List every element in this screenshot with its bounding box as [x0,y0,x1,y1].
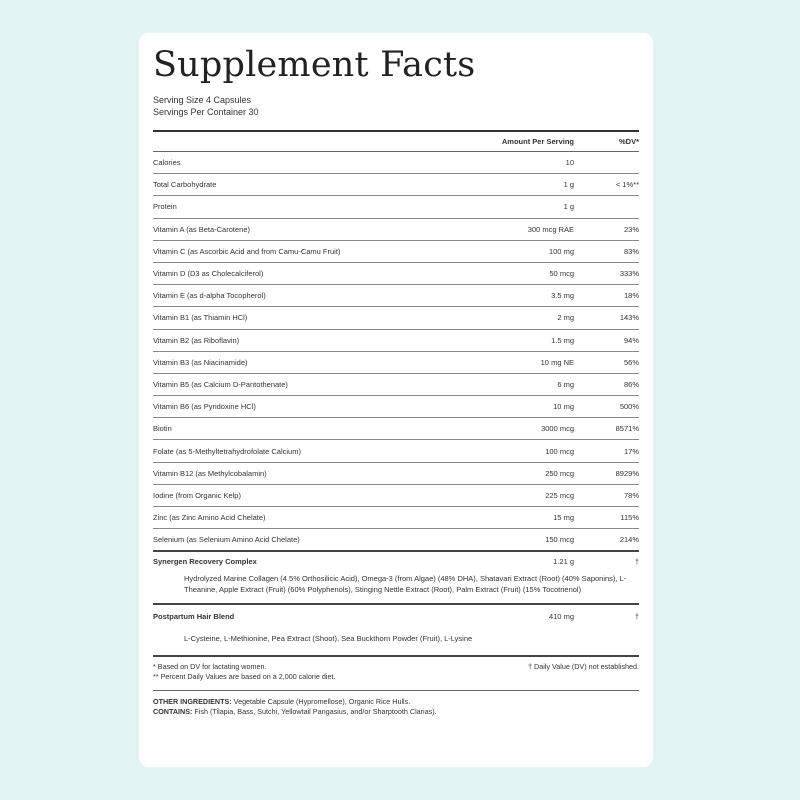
blend-synergen [153,552,639,605]
blend-dv: † [634,611,639,621]
nutrient-amount: 10 mg NE [540,357,574,367]
nutrient-row [153,174,639,196]
nutrient-row [153,352,639,374]
nutrient-row [153,196,639,218]
nutrient-name: Vitamin C (as Ascorbic Acid and from Camu-Camu Fruit) [153,246,341,256]
nutrient-amount: 1.5 mg [551,335,574,345]
nutrient-row [153,374,639,396]
footnote-not-established: † Daily Value (DV) not established. [528,661,639,671]
blend-amount: 1.21 g [553,556,574,566]
supplement-facts-label [139,33,653,767]
nutrient-dv: 500% [619,402,639,412]
nutrient-name: Calories [153,158,181,168]
nutrient-row [153,307,639,329]
nutrient-dv: 143% [619,313,639,323]
nutrient-name: Iodine (from Organic Kelp) [153,490,241,500]
blend-hair [153,605,639,657]
nutrient-row [153,529,639,552]
nutrient-amount: 10 mg [553,402,574,412]
contains-text: Fish (Tilapia, Bass, Sutchi, Yellowtail Pangasius, and/or Sharptooth Clarias). [192,706,437,716]
nutrient-amount: 225 mcg [545,490,574,500]
nutrient-amount: 15 mg [553,513,574,523]
blend-name: Synergen Recovery Complex [153,556,257,566]
nutrient-name: Vitamin B5 (as Calcium D-Pantothenate) [153,379,288,389]
nutrient-row [153,440,639,462]
nutrient-table [153,152,639,552]
nutrient-dv: 94% [623,335,639,345]
nutrient-amount: 300 mcg RAE [527,224,574,234]
nutrient-dv: 83% [623,246,639,256]
nutrient-name: Vitamin A (as Beta-Carotene) [153,224,250,234]
nutrient-name: Biotin [153,424,172,434]
other-ingredients [153,691,639,717]
blend-header [153,552,639,570]
footnote-lactating: * Based on DV for lactating women. [153,661,267,671]
nutrient-amount: 1 g [563,180,574,190]
nutrient-row [153,463,639,485]
nutrient-row [153,485,639,507]
nutrient-name: Selenium (as Selenium Amino Acid Chelate) [153,535,300,545]
nutrient-row [153,330,639,352]
servings-per-container: Servings Per Container 30 [153,106,259,117]
nutrient-amount: 3000 mcg [541,424,574,434]
nutrient-dv: 56% [623,357,639,367]
nutrient-amount: 3.5 mg [551,291,574,301]
contains-label: CONTAINS: [153,706,193,716]
nutrient-dv: 333% [619,269,639,279]
nutrient-name: Vitamin B3 (as Niacinamide) [153,357,248,367]
nutrient-row [153,396,639,418]
other-ingredients-label: OTHER INGREDIENTS: [153,696,232,706]
nutrient-name: Total Carbohydrate [153,180,217,190]
nutrient-row [153,219,639,241]
nutrient-dv: 8929% [615,468,639,478]
nutrient-name: Zinc (as Zinc Amino Acid Chelate) [153,513,266,523]
nutrient-name: Vitamin D (D3 as Cholecalciferol) [153,269,264,279]
nutrient-name: Vitamin B6 (as Pyridoxine HCl) [153,402,256,412]
blend-amount: 410 mg [548,611,574,621]
nutrient-row [153,285,639,307]
nutrient-dv: 86% [623,379,639,389]
nutrient-row [153,418,639,440]
nutrient-dv: 23% [623,224,639,234]
other-ingredients-text: Vegetable Capsule (Hypromellose), Organic Rice Hulls. [231,696,411,706]
nutrient-amount: 6 mg [557,379,574,389]
nutrient-row [153,241,639,263]
nutrient-amount: 10 [565,158,574,168]
nutrient-amount: 1 g [563,202,574,212]
nutrient-name: Vitamin B2 (as Riboflavin) [153,335,240,345]
nutrient-dv: < 1%** [615,180,639,190]
footnote-calorie-diet: ** Percent Daily Values are based on a 2,000 calorie diet. [153,672,336,682]
nutrient-row [153,507,639,529]
nutrient-name: Folate (as 5-Methyltetrahydrofolate Calcium) [153,446,301,456]
nutrient-amount: 100 mcg [545,446,574,456]
footnotes [153,657,639,683]
nutrient-dv: 18% [623,291,639,301]
nutrient-name: Protein [153,202,177,212]
nutrient-dv: 115% [620,513,639,523]
nutrient-name: Vitamin B1 (as Thiamin HCl) [153,313,248,323]
column-header [153,132,639,152]
serving-size: Serving Size 4 Capsules [153,95,252,105]
nutrient-dv: 214% [619,535,639,545]
dv-header: %DV* [618,137,639,146]
nutrient-amount: 50 mcg [549,269,574,279]
blend-ingredients: L-Cysteine, L-Methionine, Pea Extract (Shoot), Sea Buckthorn Powder (Fruit), L-Lysine [184,634,473,644]
nutrient-dv: 8571% [615,424,639,434]
blend-ingredients: Hydrolyzed Marine Collagen (4.5% Orthosilicic Acid), Omega-3 (from Algae) (48% DHA), Shatavari Extract (Root) (40% Saponins), L-Theanine, Apple Extract (Fruit) (60% Polyphenols), Stinging Nettle Extract (Root), Palm Extract (Fruit) (15% Tocotrienol) [184,574,627,594]
label-title: Supplement Facts [153,45,476,85]
nutrient-amount: 2 mg [557,313,574,323]
blend-dv: † [634,556,639,566]
blend-name: Postpartum Hair Blend [153,611,235,621]
nutrient-name: Vitamin E (as d-alpha Tocopherol) [153,291,266,301]
nutrient-row [153,152,639,174]
nutrient-amount: 250 mcg [545,468,574,478]
nutrient-row [153,263,639,285]
nutrient-amount: 100 mg [548,246,574,256]
nutrient-dv: 17% [623,446,639,456]
amount-header: Amount Per Serving [501,137,574,146]
nutrient-amount: 150 mcg [545,535,574,545]
blend-header [153,605,639,627]
nutrient-dv: 78% [623,490,639,500]
nutrient-name: Vitamin B12 (as Methylcobalamin) [153,468,267,478]
